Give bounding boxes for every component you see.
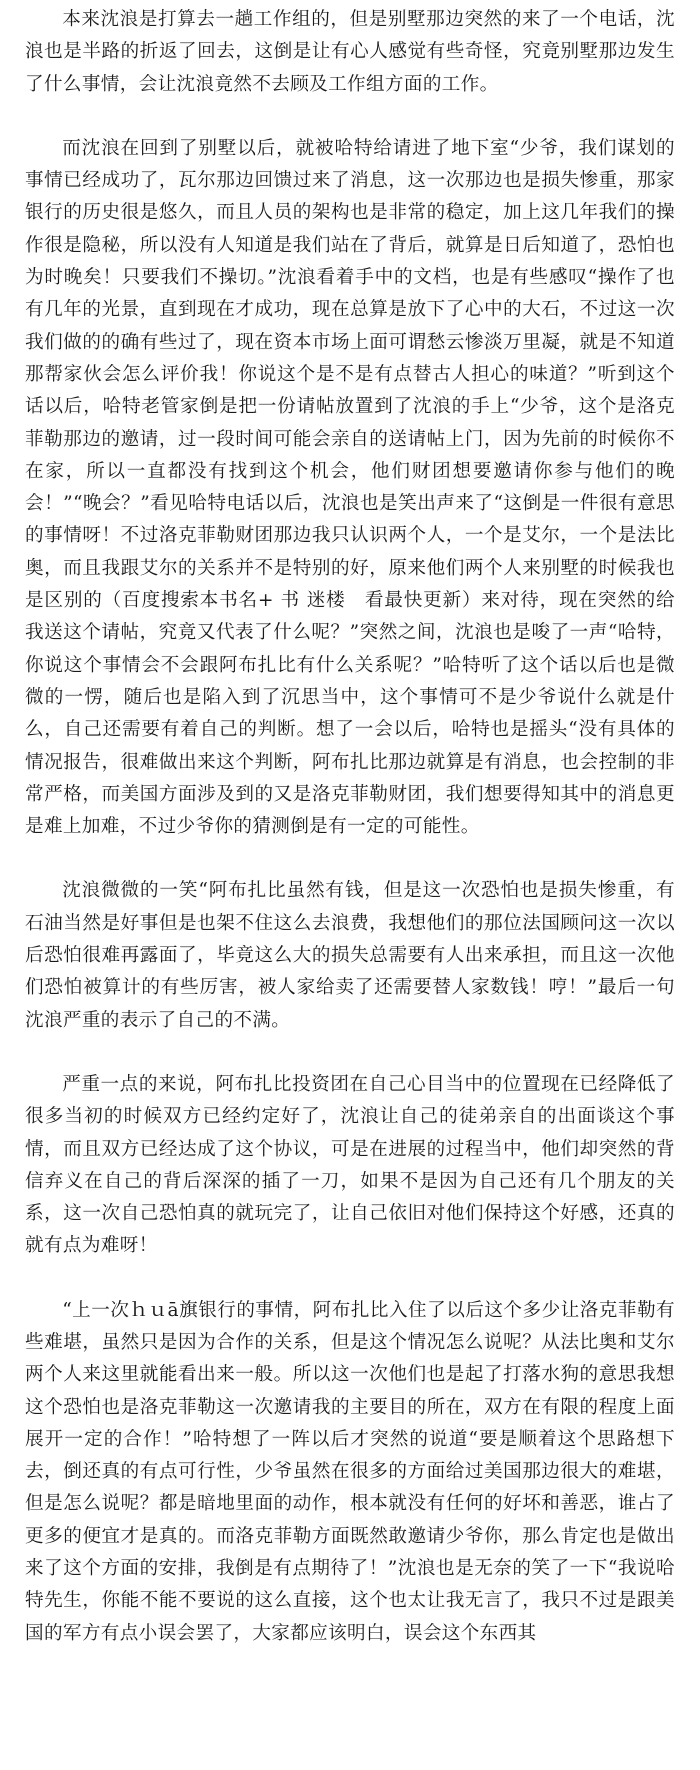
paragraph-1: 本来沈浪是打算去一趟工作组的，但是别墅那边突然的来了一个电话，沈浪也是半路的折返了回去，这倒是让有心人感觉有些奇怪，究竟别墅那边发生了什么事情，会让沈浪竟然不去顾及工作组方面的工作。 (25, 9, 675, 95)
paragraph-gap (25, 101, 675, 133)
paragraph-3: 沈浪微微的一笑“阿布扎比虽然有钱，但是这一次恐怕也是损失惨重，有石油当然是好事但是也架不住这么去浪费，我想他们的那位法国顾问这一次以后恐怕很难再露面了，毕竟这么大的损失总需要有人出来承担，而且这一次他们恐怕被算计的有些厉害，被人家给卖了还需要替人家数钱！哼！”最后一句沈浪严重的表示了自己的不满。 (25, 880, 675, 1031)
paragraph-gap (25, 843, 675, 875)
article-body (25, 4, 675, 1650)
paragraph-4: 严重一点的来说，阿布扎比投资团在自己心目当中的位置现在已经降低了很多当初的时候双方已经约定好了，沈浪让自己的徒弟亲自的出面谈这个事情，而且双方已经达成了这个协议，可是在进展的过程当中，他们却突然的背信弃义在自己的背后深深的插了一刀，如果不是因为自己还有几个朋友的关系，这一次自己恐怕真的就玩完了，让自己依旧对他们保持这个好感，还真的就有点为难呀！ (25, 1073, 675, 1257)
paragraph-gap (25, 1037, 675, 1069)
paragraph-5: “上一次ｈｕā旗银行的事情，阿布扎比入住了以后这个多少让洛克菲勒有些难堪，虽然只是因为合作的关系，但是这个情况怎么说呢？从法比奥和艾尔两个人来这里就能看出来一般。所以这一次他们也是起了打落水狗的意思我想这个恐怕也是洛克菲勒这一次邀请我的主要目的所在，双方在有限的程度上面展开一定的合作！”哈特想了一阵以后才突然的说道“要是顺着这个思路想下去，倒还真的有点可行性，少爷虽然在很多的方面给过美国那边很大的难堪，但是怎么说呢？都是暗地里面的动作，根本就没有任何的好坏和善恶，谁占了更多的便宜才是真的。而洛克菲勒方面既然敢邀请少爷你，那么肯定也是做出来了这个方面的安排，我倒是有点期待了！”沈浪也是无奈的笑了一下“我说哈特先生，你能不能不要说的这么直接，这个也太让我无言了，我只不过是跟美国的军方有点小误会罢了，大家都应该明白，误会这个东西其 (25, 1299, 675, 1644)
paragraph-gap (25, 1263, 675, 1295)
paragraph-2: 而沈浪在回到了别墅以后，就被哈特给请进了地下室“少爷，我们谋划的事情已经成功了，瓦尔那边回馈过来了消息，这一次那边也是损失惨重，那家银行的历史很是悠久，而且人员的架构也是非常的稳定，加上这几年我们的操作很是隐秘，所以没有人知道是我们站在了背后，就算是日后知道了，恐怕也为时晚矣！只要我们不操切。”沈浪看着手中的文档，也是有些感叹“操作了也有几年的光景，直到现在才成功，现在总算是放下了心中的大石，不过这一次我们做的的确有些过了，现在资本市场上面可谓愁云惨淡万里凝，就是不知道那帮家伙会怎么评价我！你说这个是不是有点替古人担心的味道？”听到这个话以后，哈特老管家倒是把一份请帖放置到了沈浪的手上“少爷，这个是洛克菲勒那边的邀请，过一段时间可能会亲自的送请帖上门，因为先前的时候你不在家，所以一直都没有找到这个机会，他们财团想要邀请你参与他们的晚会！”“晚会？”看见哈特电话以后，沈浪也是笑出声来了“这倒是一件很有意思的事情呀！不过洛克菲勒财团那边我只认识两个人，一个是艾尔，一个是法比奥，而且我跟艾尔的关系并不是特别的好，原来他们两个人来别墅的时候我也是区别的（百度搜索本书名+ 书 迷楼 看最快更新）来对待，现在突然的给我送这个请帖，究竟又代表了什么呢？”突然之间，沈浪也是唆了一声“哈特，你说这个事情会不会跟阿布扎比有什么关系呢？”哈特听了这个话以后也是微微的一愣，随后也是陷入到了沉思当中，这个事情可不是少爷说什么就是什么，自己还需要有着自己的判断。想了一会以后，哈特也是摇头“没有具体的情况报告，很难做出来这个判断，阿布扎比那边就算是有消息，也会控制的非常严格，而美国方面涉及到的又是洛克菲勒财团，我们想要得知其中的消息更是难上加难，不过少爷你的猜测倒是有一定的可能性。 (25, 137, 675, 838)
